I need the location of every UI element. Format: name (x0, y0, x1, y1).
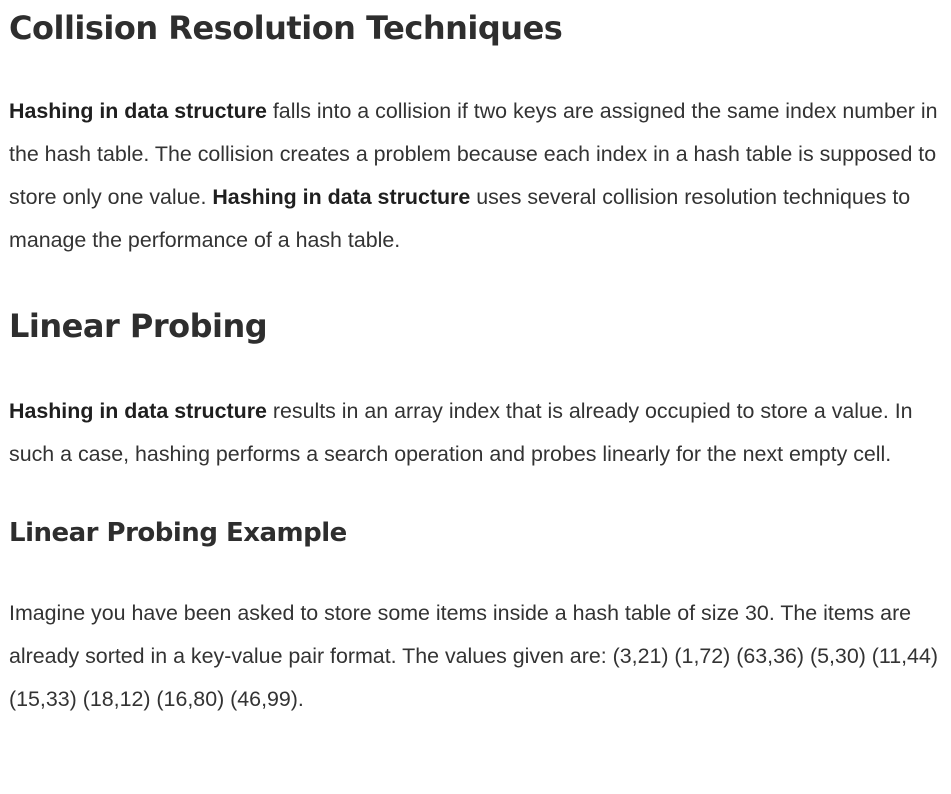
keyword-hashing: Hashing in data structure (9, 399, 267, 423)
section-title-linear-probing: Linear Probing (9, 307, 268, 345)
keyword-hashing: Hashing in data structure (212, 185, 471, 209)
section-title-collision-resolution: Collision Resolution Techniques (9, 9, 563, 47)
paragraph-linear-probing (9, 390, 942, 476)
article-content (0, 8, 951, 721)
paragraph-text: results in an array index that is already occupied to store a value. In such a case, hashing performs a search operation and probes linearly for the next empty cell. (9, 399, 913, 466)
paragraph-linear-probing-example (9, 592, 942, 721)
paragraph-text: uses several collision resolution techniques to manage the performance of a hash table. (9, 185, 911, 252)
keyword-hashing: Hashing in data structure (9, 99, 267, 123)
paragraph-text: falls into a collision if two keys are assigned the same index number in the hash table. The collision creates a problem because each index in a hash table is supposed to store only one value. (9, 99, 938, 209)
paragraph-text: Imagine you have been asked to store some items inside a hash table of size 30. The items are already sorted in a key-value pair format. The values given are: (3,21) (1,72) (63,36) (5,30) (11,44) (15,33) (18,12) (16,80) (46,99). (9, 601, 938, 711)
paragraph-collision-intro (9, 90, 942, 262)
subsection-title-linear-probing-example: Linear Probing Example (9, 518, 347, 548)
